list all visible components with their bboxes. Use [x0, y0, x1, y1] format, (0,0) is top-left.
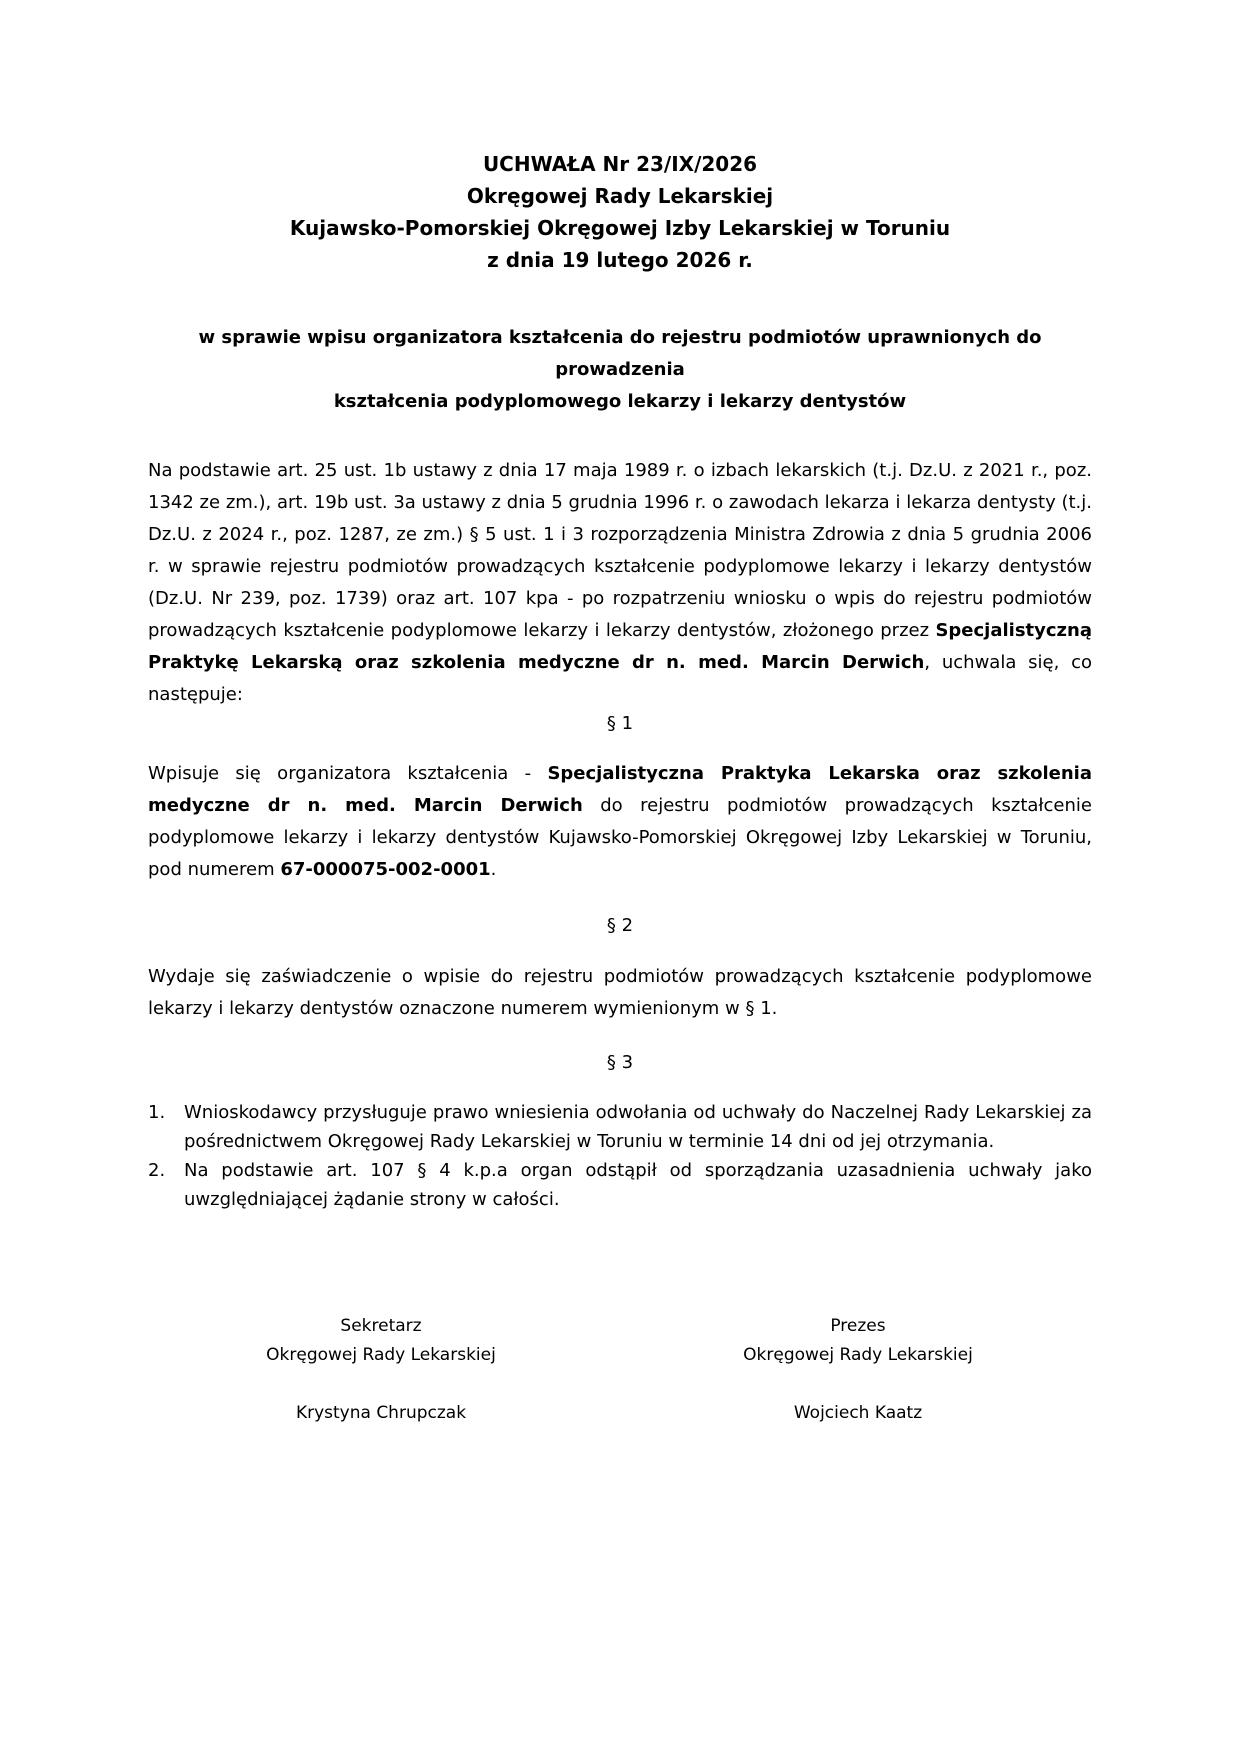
section-1-prefix: Wpisuje się organizatora kształcenia -: [148, 763, 548, 784]
section-1-suffix: .: [490, 859, 497, 880]
section-1-middle: do rejestru podmiotów prowadzących kształcenie podyplomowe lekarzy i lekarzy dentystów Kujawsko-Pomorskiej Okręgowej Izby Lekarskiej w Toruniu, pod numerem: [148, 795, 1092, 880]
resolution-number: UCHWAŁA Nr 23/IX/2026: [482, 152, 758, 176]
section-2-paragraph: Wydaje się zaświadczenie o wpisie do rejestru podmiotów prowadzących kształcenie podyplomowe lekarzy i lekarzy dentystów oznaczone numerem wymienionym w § 1.: [148, 966, 1092, 1019]
organizer-name: Specjalistyczna Praktyka Lekarska oraz szkolenia medyczne dr n. med. Marcin Derwich: [148, 763, 1092, 816]
list-item-number: 2.: [148, 1160, 166, 1181]
list-item-number: 1.: [148, 1102, 166, 1123]
resolution-subject: [148, 322, 1092, 418]
subject-line-1: w sprawie wpisu organizatora kształcenia do rejestru podmiotów uprawnionych do prowadzenia: [198, 327, 1042, 380]
list-item-text: Na podstawie art. 107 § 4 k.p.a organ odstąpił od sporządzania uzasadnienia uchwały jako uwzględniającej żądanie strony w całości.: [184, 1160, 1092, 1210]
council-name: Okręgowej Rady Lekarskiej: [466, 184, 774, 208]
signature-president: [688, 1312, 1028, 1428]
signature-body: Okręgowej Rady Lekarskiej: [266, 1345, 496, 1365]
section-2-mark: § 2: [606, 915, 634, 936]
resolution-date: z dnia 19 lutego 2026 r.: [487, 248, 753, 272]
list-item-text: Wnioskodawcy przysługuje prawo wniesienia odwołania od uchwały do Naczelnej Rady Lekarskiej za pośrednictwem Okręgowej Rady Lekarskiej w Toruniu w terminie 14 dni od jej otrzymania.: [184, 1102, 1092, 1152]
preamble-text: Na podstawie art. 25 ust. 1b ustawy z dnia 17 maja 1989 r. o izbach lekarskich (t.j. Dz.U. z 2021 r., poz. 1342 ze zm.), art. 19b ust. 3a ustawy z dnia 5 grudnia 1996 r. o zawodach lekarza i lekarza dentysty (t.j. Dz.U. z 2024 r., poz. 1287, ze zm.) § 5 ust. 1 i 3 rozporządzenia Ministra Zdrowia z dnia 5 grudnia 2006 r. w sprawie rejestru podmiotów prowadzących kształcenie podyplomowe lekarzy i lekarzy dentystów (Dz.U. Nr 239, poz. 1739) oraz art. 107 kpa - po rozpatrzeniu wniosku o wpis do rejestru podmiotów prowadzących kształcenie podyplomowe lekarzy i lekarzy dentystów, złożonego przez: [148, 460, 1092, 641]
list-item: [148, 1156, 1092, 1214]
signature-secretary: [211, 1312, 551, 1428]
signature-role: Sekretarz: [340, 1316, 422, 1336]
preamble-suffix: , uchwala się, co następuje:: [148, 652, 1092, 705]
signature-body: Okręgowej Rady Lekarskiej: [743, 1345, 973, 1365]
section-3-list: [148, 1098, 1092, 1214]
list-item: [148, 1098, 1092, 1156]
subject-line-2: kształcenia podyplomowego lekarzy i lekarzy dentystów: [333, 391, 907, 412]
chamber-name: Kujawsko-Pomorskiej Okręgowej Izby Lekarskiej w Toruniu: [289, 216, 951, 240]
section-1-mark: § 1: [606, 713, 634, 734]
section-3-mark: § 3: [606, 1052, 634, 1073]
applicant-name: Specjalistyczną Praktykę Lekarską oraz szkolenia medyczne dr n. med. Marcin Derwich: [148, 620, 1092, 673]
signature-role: Prezes: [830, 1316, 886, 1336]
registry-number: 67-000075-002-0001: [280, 859, 491, 880]
signature-name: Wojciech Kaatz: [793, 1403, 923, 1423]
section-1-paragraph: [148, 758, 1092, 886]
document-header: [148, 148, 1092, 276]
signature-name: Krystyna Chrupczak: [295, 1403, 467, 1423]
preamble-paragraph: [148, 455, 1092, 711]
